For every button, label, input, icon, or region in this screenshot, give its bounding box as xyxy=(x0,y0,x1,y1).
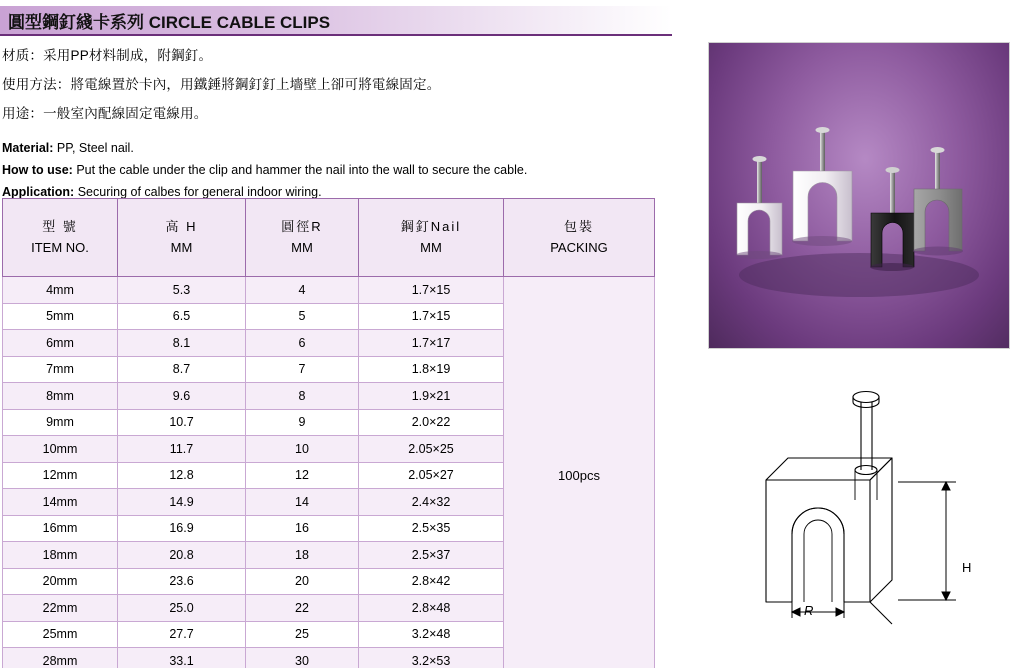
cell-nail: 1.7×15 xyxy=(359,277,504,304)
column-header-height-unit: MM xyxy=(170,239,193,255)
cell-height: 5.3 xyxy=(118,277,246,304)
cable-clip-white-center xyxy=(792,127,852,246)
cell-height: 8.1 xyxy=(118,330,246,357)
cell-nail: 2.5×37 xyxy=(359,542,504,569)
specification-table xyxy=(2,198,655,668)
table-header xyxy=(3,199,655,277)
page-title: 圓型鋼釘綫卡系列 CIRCLE CABLE CLIPS xyxy=(8,12,331,32)
cell-nail: 1.9×21 xyxy=(359,383,504,410)
cell-height: 11.7 xyxy=(118,436,246,463)
column-header-height-cn: 高 H xyxy=(165,219,198,235)
dimension-label-height: H xyxy=(962,560,972,575)
column-header-nail-cn: 鋼釘Nail xyxy=(400,219,462,235)
dimension-height xyxy=(898,482,956,600)
product-photo xyxy=(708,42,1010,349)
cell-item-no: 14mm xyxy=(3,489,118,516)
cell-height: 25.0 xyxy=(118,595,246,622)
cell-height: 14.9 xyxy=(118,489,246,516)
technical-diagram xyxy=(708,370,1010,650)
description-en-howto-text: Put the cable under the clip and hammer the nail into the wall to secure the cable. xyxy=(76,163,528,177)
cell-nail: 2.5×35 xyxy=(359,515,504,542)
cell-item-no: 25mm xyxy=(3,621,118,648)
cell-nail: 2.8×48 xyxy=(359,595,504,622)
cell-height: 10.7 xyxy=(118,409,246,436)
cable-clip-white-left xyxy=(736,156,782,259)
description-en-material xyxy=(2,141,662,155)
description-en-howto xyxy=(2,163,662,177)
description-cn-material: 材质：采用PP材料制成，附鋼釘。 xyxy=(2,48,213,63)
dimension-label-radius: R xyxy=(804,603,814,618)
cell-nail: 1.8×19 xyxy=(359,356,504,383)
description-block xyxy=(2,44,662,207)
cell-height: 23.6 xyxy=(118,568,246,595)
column-header-radius-cn: 圓徑R xyxy=(281,219,323,235)
column-header-radius-unit: MM xyxy=(291,239,313,255)
cell-item-no: 12mm xyxy=(3,462,118,489)
cell-radius: 30 xyxy=(246,648,359,668)
description-en-application-label: Application: xyxy=(2,185,75,199)
column-header-radius xyxy=(246,199,359,277)
cell-radius: 12 xyxy=(246,462,359,489)
cell-item-no: 20mm xyxy=(3,568,118,595)
description-en-application xyxy=(2,185,662,199)
cell-height: 6.5 xyxy=(118,303,246,330)
cell-radius: 4 xyxy=(246,277,359,304)
cell-nail: 2.05×25 xyxy=(359,436,504,463)
cell-radius: 5 xyxy=(246,303,359,330)
cell-item-no: 9mm xyxy=(3,409,118,436)
cell-radius: 7 xyxy=(246,356,359,383)
table-header-row xyxy=(3,199,655,277)
cell-radius: 10 xyxy=(246,436,359,463)
cell-height: 20.8 xyxy=(118,542,246,569)
description-en-material-label: Material: xyxy=(2,141,54,155)
table-body xyxy=(3,277,655,668)
cell-nail: 3.2×48 xyxy=(359,621,504,648)
product-photo-illustration xyxy=(709,43,1010,349)
cell-item-no: 5mm xyxy=(3,303,118,330)
cell-nail: 1.7×15 xyxy=(359,303,504,330)
cell-height: 9.6 xyxy=(118,383,246,410)
cell-radius: 14 xyxy=(246,489,359,516)
column-header-item-no-en: ITEM NO. xyxy=(31,239,89,255)
cell-radius: 20 xyxy=(246,568,359,595)
cell-item-no: 6mm xyxy=(3,330,118,357)
cell-radius: 9 xyxy=(246,409,359,436)
cell-nail: 2.4×32 xyxy=(359,489,504,516)
cell-item-no: 7mm xyxy=(3,356,118,383)
column-header-nail-unit: MM xyxy=(420,239,442,255)
cell-height: 12.8 xyxy=(118,462,246,489)
description-en-application-text: Securing of calbes for general indoor wiring. xyxy=(77,185,322,199)
cell-radius: 25 xyxy=(246,621,359,648)
cell-height: 8.7 xyxy=(118,356,246,383)
column-header-packing-en: PACKING xyxy=(550,239,608,255)
cell-nail: 2.0×22 xyxy=(359,409,504,436)
cell-item-no: 22mm xyxy=(3,595,118,622)
cell-item-no: 28mm xyxy=(3,648,118,668)
description-en-howto-label: How to use: xyxy=(2,163,73,177)
technical-diagram-drawing xyxy=(708,370,1010,650)
cell-radius: 18 xyxy=(246,542,359,569)
cell-nail: 1.7×17 xyxy=(359,330,504,357)
cell-item-no: 4mm xyxy=(3,277,118,304)
cell-item-no: 8mm xyxy=(3,383,118,410)
cell-radius: 22 xyxy=(246,595,359,622)
page-title-bar xyxy=(0,6,672,36)
cell-nail: 2.8×42 xyxy=(359,568,504,595)
cable-clip-grey xyxy=(913,147,963,256)
dimension-radius xyxy=(792,570,844,618)
cell-packing: 100pcs xyxy=(504,277,655,668)
column-header-packing-cn: 包裝 xyxy=(563,219,594,235)
cell-height: 16.9 xyxy=(118,515,246,542)
column-header-height xyxy=(118,199,246,277)
cell-height: 33.1 xyxy=(118,648,246,668)
cell-nail: 3.2×53 xyxy=(359,648,504,668)
column-header-nail xyxy=(359,199,504,277)
column-header-item-no xyxy=(3,199,118,277)
cell-item-no: 18mm xyxy=(3,542,118,569)
column-header-item-no-cn: 型 號 xyxy=(42,219,78,235)
cell-item-no: 10mm xyxy=(3,436,118,463)
description-cn-howto: 使用方法：將電線置於卡內，用鐵錘將鋼釘釘上墻壁上卻可將電線固定。 xyxy=(2,77,441,92)
cell-item-no: 16mm xyxy=(3,515,118,542)
cell-radius: 16 xyxy=(246,515,359,542)
description-en-material-text: PP, Steel nail. xyxy=(56,141,134,155)
cell-radius: 6 xyxy=(246,330,359,357)
cell-height: 27.7 xyxy=(118,621,246,648)
description-spacer xyxy=(2,131,662,141)
column-header-packing xyxy=(504,199,655,277)
cell-nail: 2.05×27 xyxy=(359,462,504,489)
cell-radius: 8 xyxy=(246,383,359,410)
table-row xyxy=(3,277,655,304)
description-cn-application: 用途：一般室內配線固定電線用。 xyxy=(2,106,208,121)
